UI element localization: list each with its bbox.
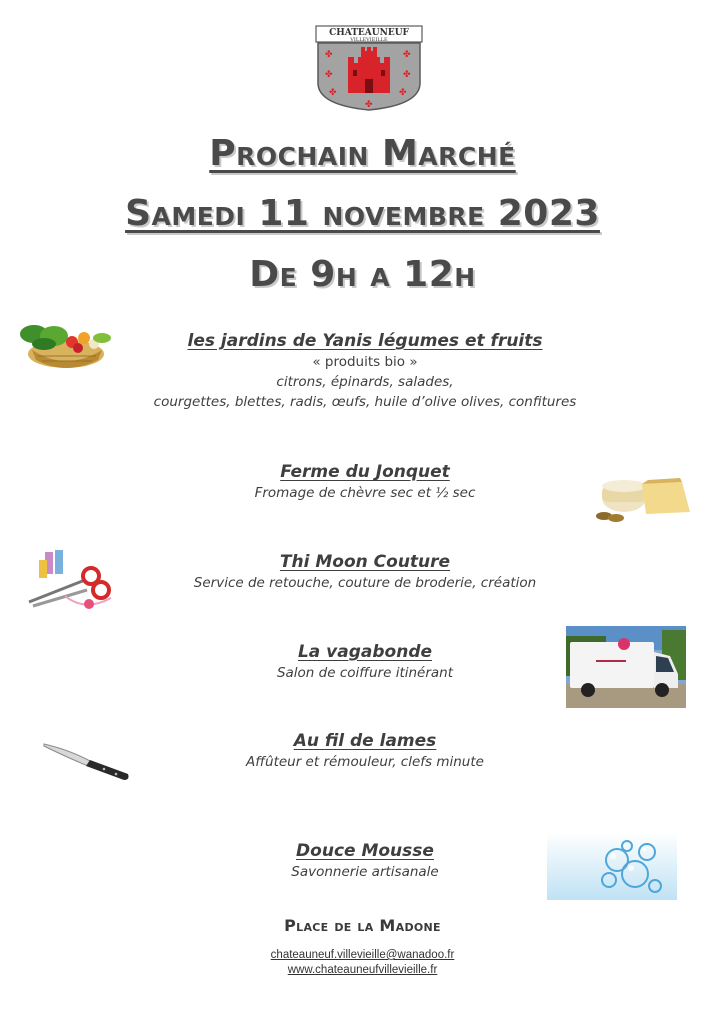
- svg-text:✤: ✤: [329, 88, 337, 98]
- svg-text:✤: ✤: [403, 70, 411, 80]
- svg-text:✤: ✤: [403, 50, 411, 60]
- vendor-desc: citrons, épinards, salades,: [276, 374, 454, 390]
- vendor-ferme-du-jonquet: [100, 461, 630, 503]
- sewing-icon: [25, 546, 121, 616]
- bubbles-icon: [547, 832, 677, 900]
- svg-text:✤: ✤: [399, 88, 407, 98]
- cheese-icon: [592, 474, 692, 526]
- vendor-desc: Service de retouche, couture de broderie, création: [193, 575, 537, 591]
- vendor-name: Au fil de lames: [293, 731, 437, 751]
- van-icon: [566, 626, 686, 708]
- svg-text:✤: ✤: [325, 50, 333, 60]
- svg-text:VILLEVIEILLE: VILLEVIEILLE: [350, 37, 388, 43]
- vendor-desc: Affûteur et rémouleur, clefs minute: [246, 754, 484, 770]
- svg-text:CHATEAUNEUF: CHATEAUNEUF: [329, 28, 409, 38]
- vendor-thi-moon-couture: [100, 551, 630, 593]
- title-prochain-marche: Prochain Marché: [209, 133, 516, 174]
- vendor-tagline: « produits bio »: [312, 354, 418, 370]
- vendor-name: La vagabonde: [297, 642, 433, 662]
- village-crest-logo: [315, 25, 423, 111]
- vendor-name: Ferme du Jonquet: [280, 462, 450, 482]
- website-link[interactable]: www.chateauneufvillevieille.fr: [287, 964, 438, 976]
- market-date: Samedi 11 novembre 2023: [125, 193, 600, 234]
- vendor-name: Douce Mousse: [296, 841, 434, 861]
- vendor-la-vagabonde: [100, 641, 630, 683]
- vendor-desc: Savonnerie artisanale: [291, 864, 439, 880]
- vendor-desc: Fromage de chèvre sec et ½ sec: [254, 485, 476, 501]
- vendor-name: Thi Moon Couture: [279, 552, 451, 572]
- market-hours: De 9h a 12h: [249, 254, 476, 295]
- vendor-au-fil-de-lames: [100, 730, 630, 772]
- vendor-desc: Salon de coiffure itinérant: [276, 665, 454, 681]
- contact-email-link[interactable]: chateauneuf.villevieille@wanadoo.fr: [270, 949, 455, 961]
- svg-text:✤: ✤: [325, 70, 333, 80]
- vendor-jardins-de-yanis: [100, 330, 630, 412]
- knife-icon: [40, 738, 132, 786]
- svg-text:✤: ✤: [365, 100, 373, 110]
- vegetable-basket-icon: [14, 316, 118, 372]
- market-location: Place de la Madone: [284, 916, 441, 935]
- vendor-name: les jardins de Yanis légumes et fruits: [187, 331, 543, 351]
- vendor-desc: courgettes, blettes, radis, œufs, huile d’olive olives, confitures: [153, 394, 577, 410]
